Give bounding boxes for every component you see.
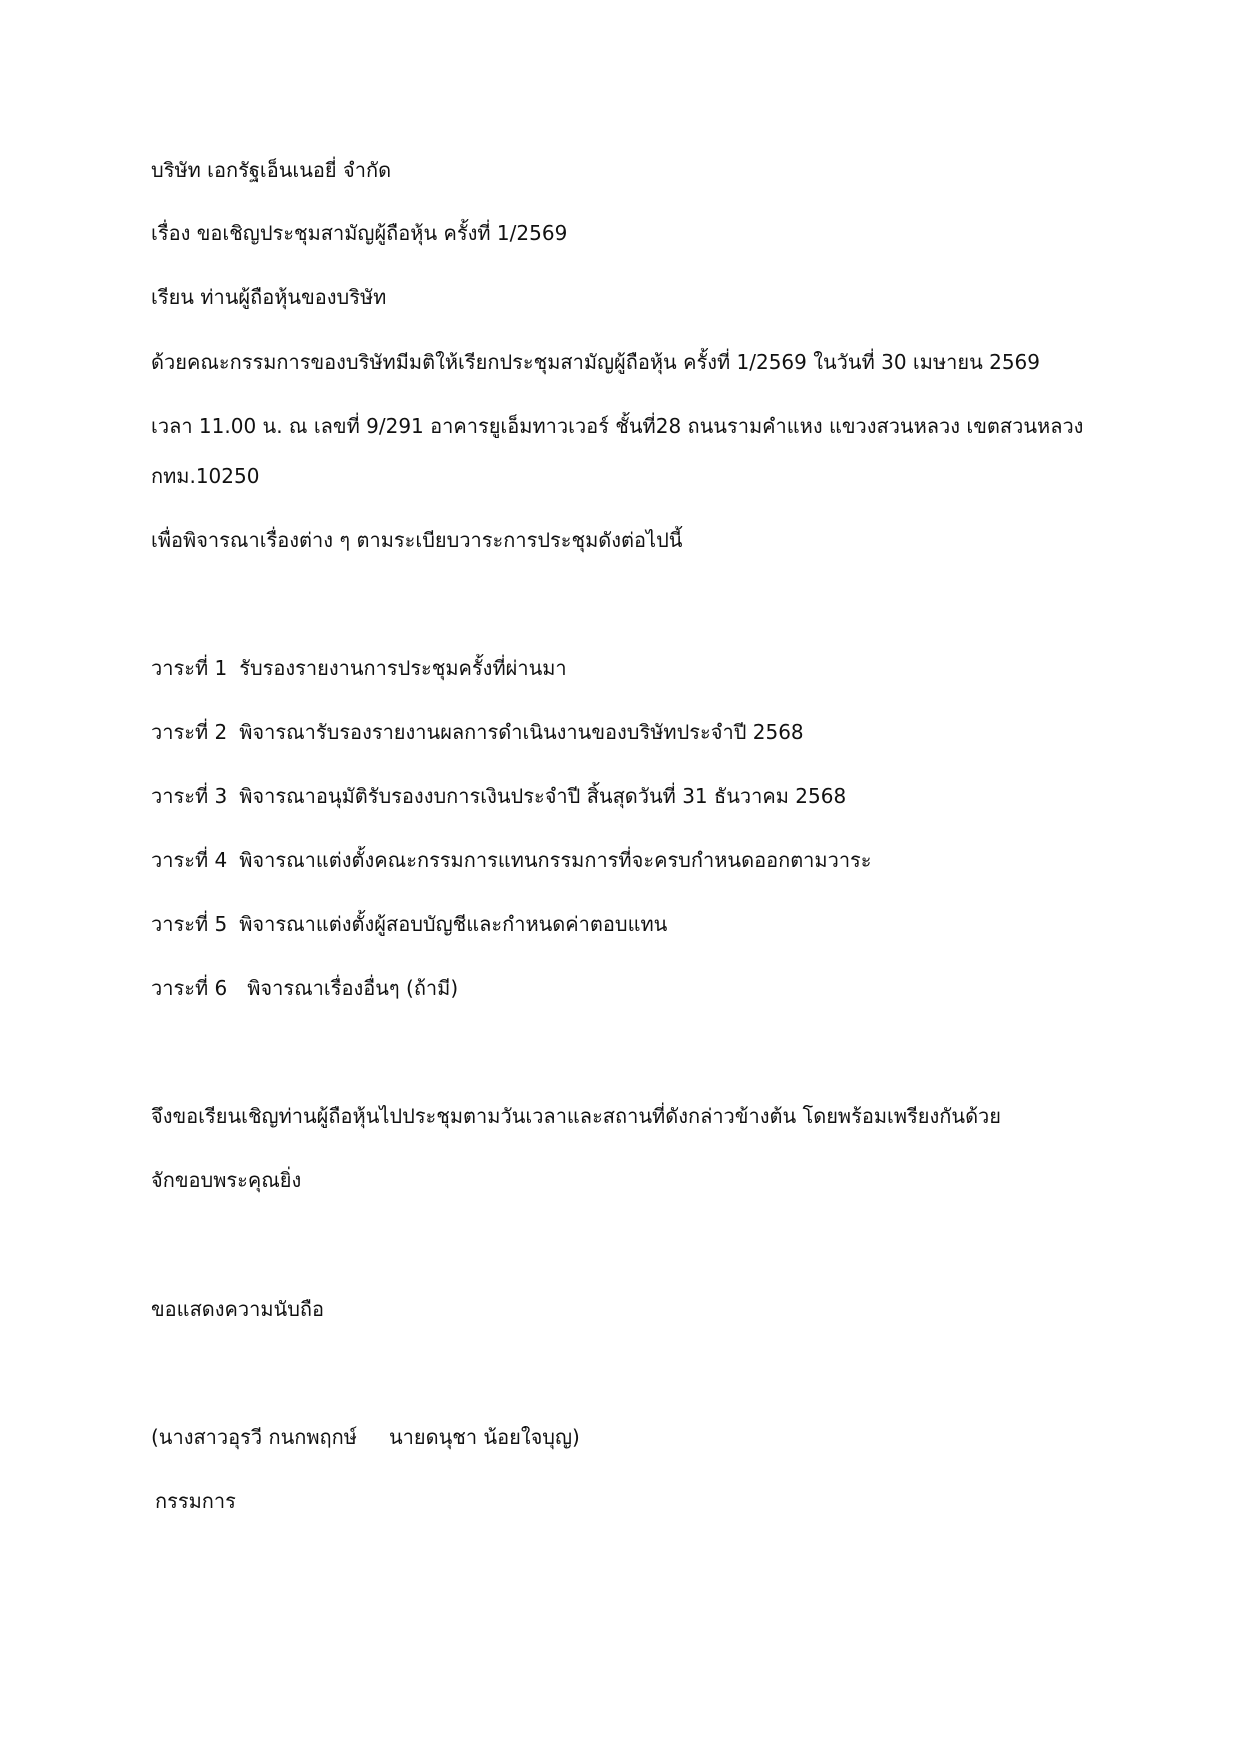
body-line-1: ด้วยคณะกรรมการของบริษัทมีมติให้เรียกประชุมสามัญผู้ถือหุ้น ครั้งที่ 1/2569 ในวันที่ 30 เมษายน 2569 <box>151 350 1041 374</box>
agenda-number: วาระที่ 6 <box>151 976 228 1000</box>
signatory-1: (นางสาวอุรวี กนกพฤกษ์ <box>151 1425 357 1449</box>
agenda-number: วาระที่ 3 <box>151 784 228 808</box>
agenda-item <box>151 718 804 746</box>
agenda-item <box>151 846 872 874</box>
agenda-text: รับรองรายงานการประชุมครั้งที่ผ่านมา <box>239 656 567 680</box>
closing-line-1: จึงขอเรียนเชิญท่านผู้ถือหุ้นไปประชุมตามวันเวลาและสถานที่ดังกล่าวข้างต้น โดยพร้อมเพรียงกันด้วย <box>151 1104 1002 1128</box>
body-line-4: เพื่อพิจารณาเรื่องต่าง ๆ ตามระเบียบวาระการประชุมดังต่อไปนี้ <box>151 528 683 552</box>
agenda-item <box>151 974 458 1002</box>
body-line-2: เวลา 11.00 น. ณ เลขที่ 9/291 อาคารยูเอ็มทาวเวอร์ ชั้นที่28 ถนนรามคำแหง แขวงสวนหลวง เขตสวนหลวง <box>151 414 1084 438</box>
signatory-2: นายดนุชา น้อยใจบุญ) <box>388 1425 580 1449</box>
agenda-item <box>151 782 846 810</box>
closing-line-2: จักขอบพระคุณยิ่ง <box>151 1168 302 1192</box>
signatory-title: กรรมการ <box>155 1489 236 1513</box>
letter-subject: เรื่อง ขอเชิญประชุมสามัญผู้ถือหุ้น ครั้งที่ 1/2569 <box>151 221 568 245</box>
agenda-number: วาระที่ 2 <box>151 720 228 744</box>
signatory-names <box>151 1423 580 1451</box>
company-name: บริษัท เอกรัฐเอ็นเนอยี่ จำกัด <box>151 158 392 182</box>
body-line-3: กทม.10250 <box>151 464 260 488</box>
agenda-text: พิจารณารับรองรายงานผลการดำเนินงานของบริษัทประจำปี 2568 <box>239 720 804 744</box>
agenda-text: พิจารณาเรื่องอื่นๆ (ถ้ามี) <box>247 976 459 1000</box>
agenda-item <box>151 910 667 938</box>
agenda-text: พิจารณาแต่งตั้งผู้สอบบัญชีและกำหนดค่าตอบแทน <box>239 912 668 936</box>
agenda-number: วาระที่ 1 <box>151 656 228 680</box>
agenda-text: พิจารณาแต่งตั้งคณะกรรมการแทนกรรมการที่จะครบกำหนดออกตามวาระ <box>239 848 872 872</box>
agenda-number: วาระที่ 5 <box>151 912 228 936</box>
agenda-text: พิจารณาอนุมัติรับรองงบการเงินประจำปี สิ้นสุดวันที่ 31 ธันวาคม 2568 <box>239 784 847 808</box>
regards: ขอแสดงความนับถือ <box>151 1297 325 1321</box>
agenda-number: วาระที่ 4 <box>151 848 228 872</box>
letter-salutation: เรียน ท่านผู้ถือหุ้นของบริษัท <box>151 285 387 309</box>
agenda-item <box>151 654 567 682</box>
